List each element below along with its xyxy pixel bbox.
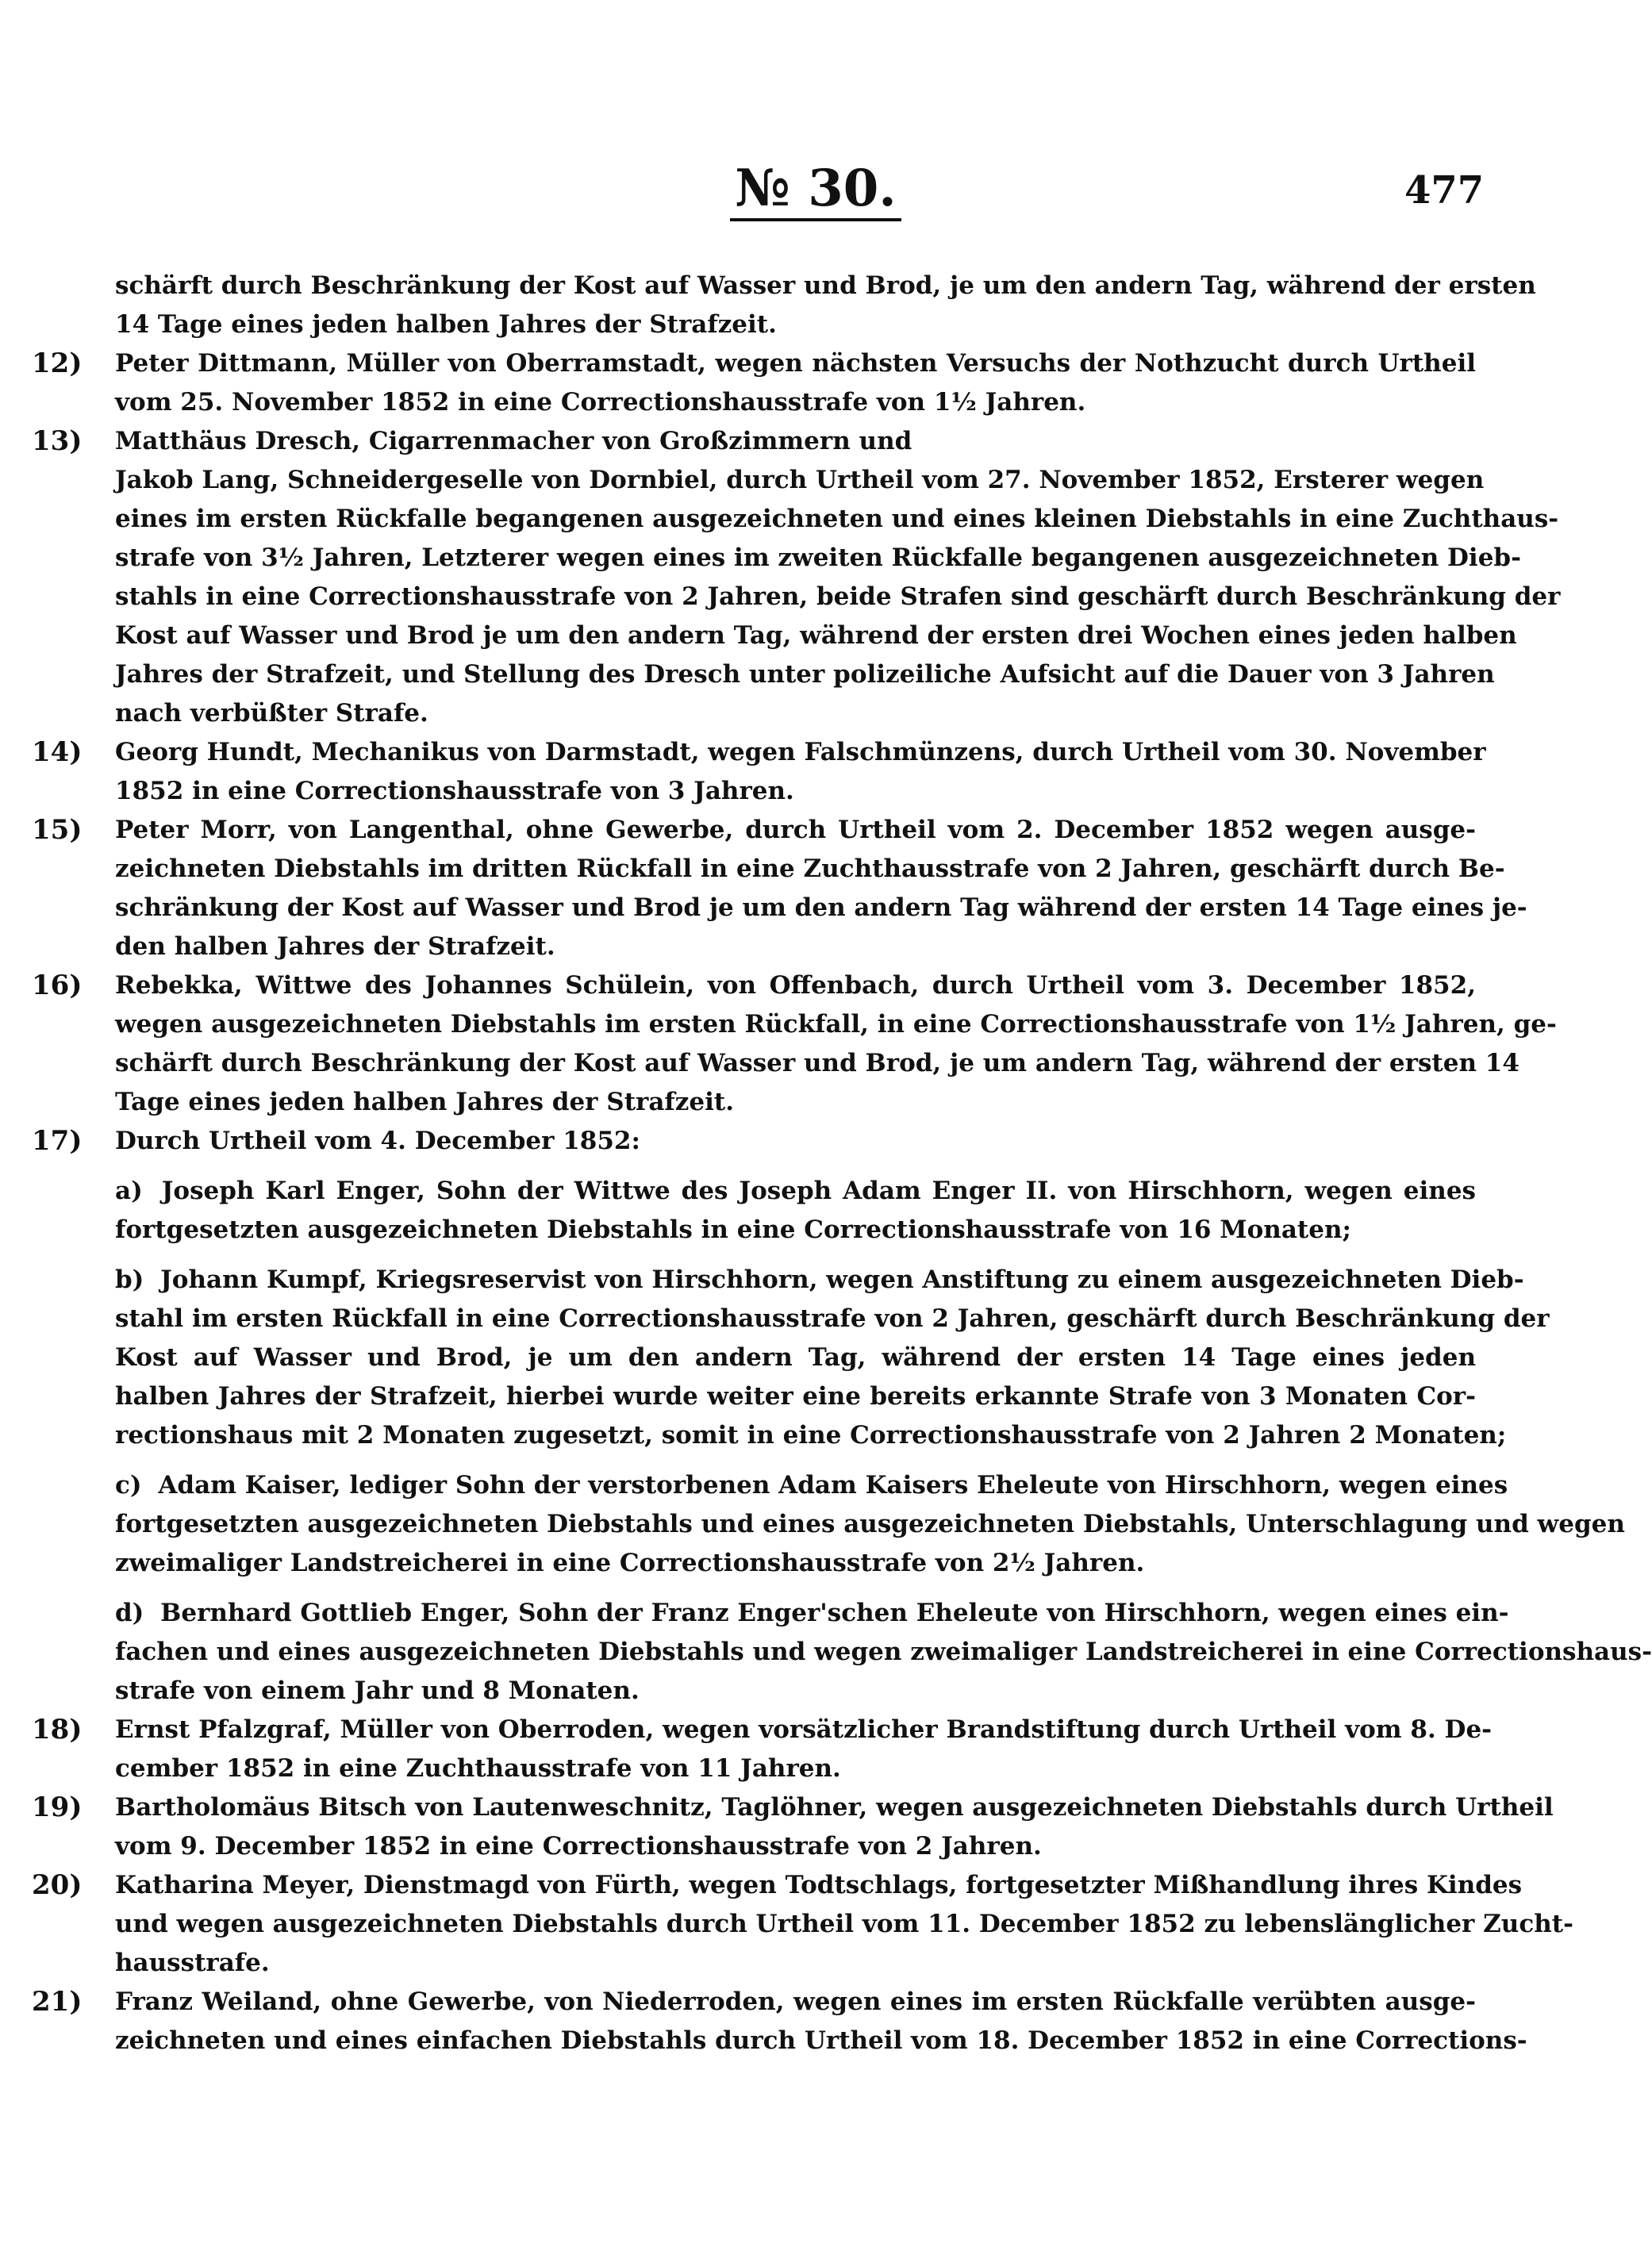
text-line: 1852 in eine Correctionshausstrafe von 3 Jahren. [115, 777, 794, 805]
text-line: Rebekka, Wittwe des Johannes Schülein, von Offenbach, durch Urtheil vom 3. December 1852, [115, 971, 1476, 1000]
text-line: c) Adam Kaiser, lediger Sohn der verstorbenen Adam Kaisers Eheleute von Hirschhorn, wegen eines [115, 1471, 1508, 1500]
item-number: 19) [32, 1792, 83, 1823]
text-line: nach verbüßter Strafe. [115, 699, 428, 728]
item-number: 17) [32, 1125, 83, 1157]
sub-item-label: d) [115, 1599, 144, 1627]
text-line: Matthäus Dresch, Cigarrenmacher von Großzimmern und [115, 427, 912, 455]
list-item [32, 1122, 1652, 1711]
text-line: fachen und eines ausgezeichneten Diebstahls und wegen zweimaliger Landstreicherei in eine Correctionshaus- [115, 1638, 1652, 1666]
text-line: Tage eines jeden halben Jahres der Strafzeit. [115, 1088, 734, 1116]
sub-item-label: c) [115, 1471, 142, 1500]
text-line: zeichneten Diebstahls im dritten Rückfall in eine Zuchthausstrafe von 2 Jahren, geschärft durch Be- [115, 854, 1505, 883]
text-line: 14 Tage eines jeden halben Jahres der Strafzeit. [115, 310, 777, 339]
text-line: d) Bernhard Gottlieb Enger, Sohn der Franz Enger'schen Eheleute von Hirschhorn, wegen eines ein- [115, 1599, 1509, 1627]
sub-item [115, 1261, 1550, 1455]
list-item [32, 966, 1557, 1122]
text-line: strafe von 3½ Jahren, Letzterer wegen eines im zweiten Rückfalle begangenen ausgezeichneten Dieb- [115, 543, 1521, 572]
sub-item-label: a) [115, 1177, 143, 1205]
text-line: cember 1852 in eine Zuchthausstrafe von 11 Jahren. [115, 1754, 841, 1783]
text-line: Georg Hundt, Mechanikus von Darmstadt, wegen Falschmünzens, durch Urtheil vom 30. November [115, 738, 1486, 766]
list-item [32, 422, 1561, 733]
text-line: eines im ersten Rückfalle begangenen ausgezeichneten und eines kleinen Diebstahls in eine Zuchthaus- [115, 505, 1559, 533]
list-item [32, 1866, 1573, 1983]
text-line: Durch Urtheil vom 4. December 1852: [115, 1127, 640, 1155]
item-number: 18) [32, 1714, 83, 1745]
text-line: Franz Weiland, ohne Gewerbe, von Niederroden, wegen eines im ersten Rückfalle verübten ausge- [115, 1987, 1476, 2016]
item-number: 20) [32, 1869, 83, 1901]
text-line: schärft durch Beschränkung der Kost auf Wasser und Brod, je um andern Tag, während der ersten 14 [115, 1049, 1519, 1077]
item-number: 16) [32, 970, 83, 1001]
text-line: zweimaliger Landstreicherei in eine Correctionshausstrafe von 2½ Jahren. [115, 1549, 1145, 1577]
list-item [32, 1788, 1554, 1866]
text-line: stahls in eine Correctionshausstrafe von 2 Jahren, beide Strafen sind geschärft durch Beschränkung der [115, 582, 1561, 611]
text-line: Kost auf Wasser und Brod je um den andern Tag, während der ersten drei Wochen eines jeden halben [115, 621, 1517, 650]
text-line: Bartholomäus Bitsch von Lautenweschnitz, Taglöhner, wegen ausgezeichneten Diebstahls durch Urtheil [115, 1793, 1554, 1822]
continuation-paragraph [32, 267, 1536, 344]
text-line: fortgesetzten ausgezeichneten Diebstahls in eine Correctionshausstrafe von 16 Monaten; [115, 1215, 1351, 1244]
list-item [32, 733, 1486, 811]
text-line: und wegen ausgezeichneten Diebstahls durch Urtheil vom 11. December 1852 zu lebenslänglicher Zucht- [115, 1910, 1573, 1938]
text-line: vom 9. December 1852 in eine Correctionshausstrafe von 2 Jahren. [115, 1832, 1042, 1861]
text-line: fortgesetzten ausgezeichneten Diebstahls und eines ausgezeichneten Diebstahls, Unterschlagung und wegen [115, 1510, 1625, 1538]
text-line: a) Joseph Karl Enger, Sohn der Wittwe des Joseph Adam Enger II. von Hirschhorn, wegen eines [115, 1177, 1477, 1205]
text-line: Ernst Pfalzgraf, Müller von Oberroden, wegen vorsätzlicher Brandstiftung durch Urtheil vom 8. De- [115, 1715, 1493, 1744]
item-number: 21) [32, 1986, 83, 2018]
text-line: Peter Morr, von Langenthal, ohne Gewerbe, durch Urtheil vom 2. December 1852 wegen ausge- [115, 816, 1476, 844]
item-number: 15) [32, 814, 83, 846]
document-body [32, 267, 1652, 2060]
text-line: zeichneten und eines einfachen Diebstahls durch Urtheil vom 18. December 1852 in eine Corrections- [115, 2026, 1527, 2055]
item-number: 13) [32, 425, 83, 457]
text-line: stahl im ersten Rückfall in eine Correctionshausstrafe von 2 Jahren, geschärft durch Beschränkung der [115, 1304, 1550, 1333]
text-line: halben Jahres der Strafzeit, hierbei wurde weiter eine bereits erkannte Strafe von 3 Monaten Cor- [115, 1382, 1476, 1411]
text-line: hausstrafe. [115, 1949, 270, 1977]
sub-item [115, 1594, 1652, 1711]
list-item [32, 1983, 1527, 2060]
text-line: schränkung der Kost auf Wasser und Brod je um den andern Tag während der ersten 14 Tage eines je- [115, 893, 1527, 922]
list-item [32, 1711, 1493, 1788]
text-line: Peter Dittmann, Müller von Oberramstadt, wegen nächsten Versuchs der Nothzucht durch Urtheil [115, 349, 1476, 378]
text-line: Katharina Meyer, Dienstmagd von Fürth, wegen Todtschlags, fortgesetzter Mißhandlung ihres Kindes [115, 1871, 1523, 1899]
text-line: strafe von einem Jahr und 8 Monaten. [115, 1676, 640, 1705]
text-line: rectionshaus mit 2 Monaten zugesetzt, somit in eine Correctionshausstrafe von 2 Jahren 2 Monaten; [115, 1421, 1507, 1450]
text-line: Kost auf Wasser und Brod, je um den andern Tag, während der ersten 14 Tage eines jeden [115, 1343, 1476, 1372]
text-line: schärft durch Beschränkung der Kost auf Wasser und Brod, je um den andern Tag, während der ersten [115, 271, 1536, 300]
text-line: Jakob Lang, Schneidergeselle von Dornbiel, durch Urtheil vom 27. November 1852, Ersterer wegen [115, 466, 1485, 494]
item-number: 12) [32, 348, 83, 379]
item-number: 14) [32, 736, 83, 768]
sub-item-label: b) [115, 1265, 144, 1294]
list-item [32, 811, 1527, 966]
text-line: b) Johann Kumpf, Kriegsreservist von Hirschhorn, wegen Anstiftung zu einem ausgezeichneten Dieb- [115, 1265, 1524, 1294]
issue-number: № 30. [0, 159, 1631, 218]
text-line: den halben Jahres der Strafzeit. [115, 932, 555, 961]
sub-item [115, 1172, 1476, 1250]
text-line: vom 25. November 1852 in eine Correctionshausstrafe von 1½ Jahren. [115, 388, 1086, 417]
sub-item [115, 1466, 1625, 1583]
page-number: 477 [1404, 168, 1485, 213]
list-item [32, 344, 1476, 422]
text-line: wegen ausgezeichneten Diebstahls im ersten Rückfall, in eine Correctionshausstrafe von 1½ Jahren, ge- [115, 1010, 1557, 1039]
text-line: Jahres der Strafzeit, und Stellung des Dresch unter polizeiliche Aufsicht auf die Dauer von 3 Jahren [115, 660, 1495, 689]
